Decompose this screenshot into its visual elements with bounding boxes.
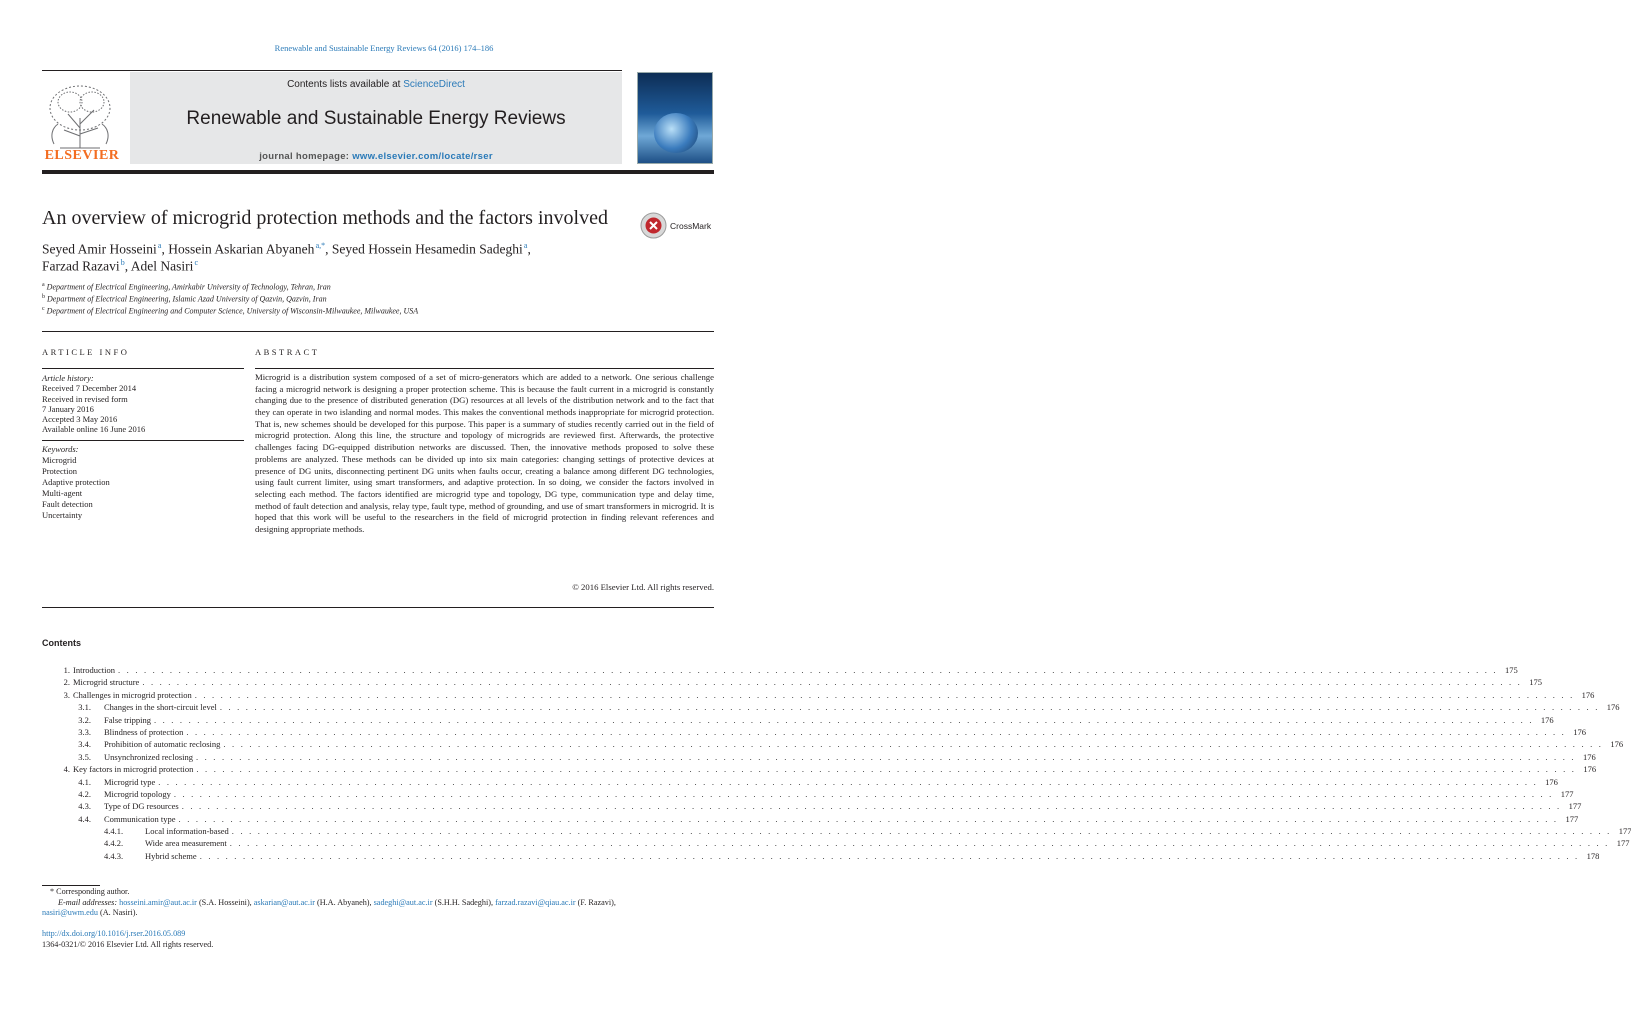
toc-leader-dots: . . . . . . . . . . . . . . . . . . . . . . . . . . . . . . . . . . . . . . . . . . . . . . . . . . . . . . . . . . . . . . . . . . . . . . . . . . . . . . . . . . . . . . . . . . . . . . . . . . . . . . . . . . . . . . . . . . . . . . . . . . . . . . . . . . . . . . . . . . . . . . . . . . . . . . . . . . . . . . . . — [186, 726, 1567, 737]
toc-entry-label[interactable]: Microgrid topology — [104, 788, 171, 799]
toc-entry-number: 4.3. — [78, 801, 91, 812]
toc-entry-number: 4.2. — [78, 788, 91, 799]
toc-entry-body — [104, 788, 1574, 800]
toc-entry-number: 3.4. — [78, 739, 91, 750]
toc-entry-number: 1. — [63, 665, 70, 675]
toc-entry-page: 176 — [1610, 739, 1624, 750]
toc-entry-number: 3. — [63, 689, 70, 700]
toc-leader-dots: . . . . . . . . . . . . . . . . . . . . . . . . . . . . . . . . . . . . . . . . . . . . . . . . . . . . . . . . . . . . . . . . . . . . . . . . . . . . . . . . . . . . . . . . . . . . . . . . . . . . . . . . . . . . . . . . . . . . . . . . . . . . . . . . . . . . . . . . . . . . . . . . . . . . . . . . . . . . . . . . — [153, 714, 1534, 725]
toc-entry-number: 3.3. — [78, 726, 91, 737]
toc-entry[interactable] — [42, 676, 1543, 688]
abstract-end-rule — [42, 607, 714, 608]
toc-leader-dots: . . . . . . . . . . . . . . . . . . . . . . . . . . . . . . . . . . . . . . . . . . . . . . . . . . . . . . . . . . . . . . . . . . . . . . . . . . . . . . . . . . . . . . . . . . . . . . . . . . . . . . . . . . . . . . . . . . . . . . . . . . . . . . . . . . . . . . . . . . . . . . . . . . . . . . . . . . . . . . . . — [219, 702, 1600, 713]
affiliation-text: Department of Electrical Engineering, Amirkabir University of Technology, Tehran, Iran — [46, 282, 331, 292]
email-link[interactable]: nasiri@uwm.edu — [42, 908, 98, 917]
email-owner: (S.H.H. Sadeghi), — [432, 897, 496, 907]
author-list-line-1 — [42, 241, 531, 258]
email-addresses-continued — [42, 908, 714, 919]
keyword: Fault detection — [42, 499, 93, 509]
toc-entry-label[interactable]: Microgrid type — [104, 776, 156, 787]
toc-entry-page: 176 — [1583, 764, 1597, 775]
toc-entry-body — [104, 738, 1624, 750]
toc-entry-label[interactable]: Hybrid scheme — [145, 850, 197, 861]
toc-entry-label[interactable]: Challenges in microgrid protection — [73, 689, 192, 700]
author-name[interactable]: Seyed Hossein Hesamedin Sadeghi — [331, 241, 523, 257]
history-heading: Article history: — [42, 373, 94, 383]
toc-entry-label[interactable]: Microgrid structure — [73, 677, 140, 688]
toc-entry-body — [104, 800, 1582, 812]
crossmark-icon — [640, 212, 667, 239]
toc-entry-body — [145, 850, 1600, 862]
toc-entry-label[interactable]: Blindness of protection — [104, 726, 184, 737]
toc-leader-dots: . . . . . . . . . . . . . . . . . . . . . . . . . . . . . . . . . . . . . . . . . . . . . . . . . . . . . . . . . . . . . . . . . . . . . . . . . . . . . . . . . . . . . . . . . . . . . . . . . . . . . . . . . . . . . . . . . . . . . . . . . . . . . . . . . . . . . . . . . . . . . . . . . . . . . . . . . . . . . . . . — [196, 764, 1577, 775]
toc-leader-dots: . . . . . . . . . . . . . . . . . . . . . . . . . . . . . . . . . . . . . . . . . . . . . . . . . . . . . . . . . . . . . . . . . . . . . . . . . . . . . . . . . . . . . . . . . . . . . . . . . . . . . . . . . . . . . . . . . . . . . . . . . . . . . . . . . . . . . . . . . . . . . . . . . . . . . . . . . . . . . . . . — [158, 776, 1538, 787]
crossmark-badge[interactable] — [640, 212, 722, 240]
toc-entry-body — [104, 751, 1596, 763]
toc-entry-page: 177 — [1568, 801, 1582, 812]
toc-entry-page: 177 — [1616, 838, 1630, 849]
toc-entry[interactable] — [42, 850, 1600, 862]
toc-entry-page: 176 — [1606, 702, 1620, 713]
journal-name: Renewable and Sustainable Energy Reviews — [186, 108, 566, 129]
toc-entry[interactable] — [42, 689, 1595, 701]
author-separator: , — [161, 241, 169, 257]
author-separator: , — [124, 258, 131, 274]
toc-entry-number: 4. — [63, 764, 70, 775]
toc-entry-label[interactable]: Introduction — [73, 665, 116, 675]
toc-entry[interactable] — [42, 664, 1518, 676]
abstract-body: Microgrid is a distribution system composed of a set of micro-generators which are added to a network. One serious challenge facing a microgrid network is designing a proper protection scheme. This is because the fault current in a microgrid is constantly changing due to the presence of distributed generation (DG) resources at all levels of the distribution network and to the fact that they can operate in two islanding and normal modes. This makes the conventional methods inappropriate for microgrid protection. That is, new schemes should be developed for this purpose. This paper is a summary of studies recently carried out in the field of microgrid protection. Along this line, the structure and topology of microgrids are reviewed first. Afterwards, the protective challenges facing DG-equipped distribution networks are discussed. Then, the innovative methods proposed to solve these problems are analyzed. These methods can be divided up into six main categories: changing settings of protective devices at presence of DG units, disconnecting pertinent DG units when faults occur, creating a balance among different DG technologies, using fault current limiter, using smart transformers, and adaptive protection. In so doing, we consider the factors involved in selecting each method. The factors identified are microgrid type and topology, DG type, communication type and delay time, method of fault detection and analysis, relay type, fault type, method of grounding, and use of smart transformers in microgrid. It is hoped that this work will be useful to the researchers in the field of microgrid protection in finding relevant references and designing appropriate methods. — [255, 372, 714, 534]
author-name[interactable]: Farzad Razavi — [42, 258, 120, 274]
author-separator: , — [325, 241, 332, 257]
toc-leader-dots: . . . . . . . . . . . . . . . . . . . . . . . . . . . . . . . . . . . . . . . . . . . . . . . . . . . . . . . . . . . . . . . . . . . . . . . . . . . . . . . . . . . . . . . . . . . . . . . . . . . . . . . . . . . . . . . . . . . . . . . . . . . . . . . . . . . . . . . . . . . . . . . . . . . . . . . . . . . . . . . . — [229, 838, 1610, 849]
affiliation — [42, 306, 418, 316]
history-item: Received in revised form — [42, 393, 128, 404]
email-owner: (F. Razavi), — [575, 897, 616, 907]
toc-entry-page: 177 — [1560, 788, 1574, 799]
toc-entry[interactable] — [42, 800, 1582, 812]
toc-leader-dots: . . . . . . . . . . . . . . . . . . . . . . . . . . . . . . . . . . . . . . . . . . . . . . . . . . . . . . . . . . . . . . . . . . . . . . . . . . . . . . . . . . . . . . . . . . . . . . . . . . . . . . . . . . . . . . . . . . . . . . . . . . . . . . . . . . . . . . . . . . . . . . . . . . . . . . . . . . . . . . . . — [194, 689, 1575, 700]
section-divider — [42, 331, 714, 332]
article-info-heading: ARTICLE INFO — [42, 347, 130, 357]
author-name[interactable]: Adel Nasiri — [130, 258, 194, 274]
keywords — [42, 444, 244, 521]
email-owner: (A. Nasiri). — [97, 908, 138, 917]
table-of-contents — [42, 664, 1631, 862]
doi-link[interactable]: http://dx.doi.org/10.1016/j.rser.2016.05.089 — [42, 929, 186, 938]
masthead-top-rule — [42, 70, 622, 71]
keyword: Uncertainty — [42, 510, 83, 520]
affiliation — [42, 294, 327, 304]
toc-entry[interactable] — [42, 751, 1596, 763]
issn-copyright: 1364-0321/© 2016 Elsevier Ltd. All rights reserved. — [42, 939, 214, 949]
toc-entry-body — [73, 664, 1518, 676]
journal-cover-image — [637, 72, 713, 164]
toc-entry-label[interactable]: Local information-based — [145, 826, 229, 837]
toc-entry-body — [104, 726, 1587, 738]
toc-entry-label[interactable]: Communication type — [104, 813, 176, 824]
publisher-name: ELSEVIER — [44, 148, 120, 163]
footnotes — [42, 887, 714, 919]
toc-leader-dots: . . . . . . . . . . . . . . . . . . . . . . . . . . . . . . . . . . . . . . . . . . . . . . . . . . . . . . . . . . . . . . . . . . . . . . . . . . . . . . . . . . . . . . . . . . . . . . . . . . . . . . . . . . . . . . . . . . . . . . . . . . . . . . . . . . . . . . . . . . . . . . . . . . . . . . . . . . . . . . . . — [199, 850, 1580, 861]
history-item: Available online 16 June 2016 — [42, 424, 146, 435]
toc-entry-body — [145, 837, 1630, 849]
email-addresses — [42, 898, 714, 909]
toc-entry[interactable] — [42, 837, 1630, 849]
toc-entry-number: 4.4.3. — [104, 850, 124, 861]
toc-entry[interactable] — [42, 714, 1554, 726]
toc-entry-number: 4.4.2. — [104, 838, 124, 849]
toc-entry-page: 175 — [1504, 665, 1518, 675]
footnote-rule — [42, 885, 100, 886]
article-info-rule — [42, 368, 244, 369]
affiliation-text: Department of Electrical Engineering, Islamic Azad University of Qazvin, Qazvin, Iran — [47, 294, 327, 304]
email-link[interactable]: farzad.razavi@qiau.ac.ir — [495, 897, 576, 907]
toc-entry[interactable] — [42, 813, 1579, 825]
toc-entry-number: 3.2. — [78, 714, 91, 725]
toc-entry-body — [104, 813, 1579, 825]
toc-leader-dots: . . . . . . . . . . . . . . . . . . . . . . . . . . . . . . . . . . . . . . . . . . . . . . . . . . . . . . . . . . . . . . . . . . . . . . . . . . . . . . . . . . . . . . . . . . . . . . . . . . . . . . . . . . . . . . . . . . . . . . . . . . . . . . . . . . . . . . . . . . . . . . . . . . . . . . . . . . . . . . . . — [178, 813, 1559, 824]
keyword: Microgrid — [42, 455, 77, 465]
keyword: Adaptive protection — [42, 477, 110, 487]
toc-entry-page: 175 — [1529, 677, 1543, 688]
author-affiliation-marker[interactable]: b — [120, 258, 125, 267]
toc-entry-body — [104, 776, 1558, 788]
article-title: An overview of microgrid protection methods and the factors involved — [42, 207, 608, 229]
toc-entry-page: 176 — [1540, 714, 1554, 725]
toc-entry-page: 177 — [1565, 813, 1579, 824]
sciencedirect-link[interactable]: ScienceDirect — [403, 79, 465, 90]
toc-entry-body — [145, 825, 1631, 837]
journal-reference[interactable]: Renewable and Sustainable Energy Reviews 64 (2016) 174–186 — [274, 43, 494, 53]
affiliation-text: Department of Electrical Engineering and Computer Science, University of Wisconsin-Milwaukee, Milwaukee, USA — [46, 306, 419, 316]
history-rule — [42, 440, 244, 441]
toc-leader-dots: . . . . . . . . . . . . . . . . . . . . . . . . . . . . . . . . . . . . . . . . . . . . . . . . . . . . . . . . . . . . . . . . . . . . . . . . . . . . . . . . . . . . . . . . . . . . . . . . . . . . . . . . . . . . . . . . . . . . . . . . . . . . . . . . . . . . . . . . . . . . . . . . . . . . . . . . . . . . . . . . — [142, 677, 1523, 688]
toc-entry-number: 4.4.1. — [104, 826, 124, 837]
email-link[interactable]: sadeghi@aut.ac.ir — [373, 897, 433, 907]
author-affiliation-marker[interactable]: a — [157, 241, 162, 250]
doi-block — [42, 929, 213, 950]
toc-entry-page: 178 — [1586, 850, 1600, 861]
toc-entry-number: 3.1. — [78, 702, 91, 713]
toc-leader-dots: . . . . . . . . . . . . . . . . . . . . . . . . . . . . . . . . . . . . . . . . . . . . . . . . . . . . . . . . . . . . . . . . . . . . . . . . . . . . . . . . . . . . . . . . . . . . . . . . . . . . . . . . . . . . . . . . . . . . . . . . . . . . . . . . . . . . . . . . . . . . . . . . . . . . . . . . . . . . . . . . — [173, 788, 1554, 799]
toc-entry-page: 176 — [1582, 751, 1596, 762]
toc-entry[interactable] — [42, 776, 1558, 788]
affiliation — [42, 282, 331, 292]
toc-entry-label[interactable]: Prohibition of automatic reclosing — [104, 739, 221, 750]
toc-entry[interactable] — [42, 726, 1587, 738]
author-affiliation-marker[interactable]: c — [194, 258, 199, 267]
toc-entry[interactable] — [42, 825, 1631, 837]
toc-entry[interactable] — [42, 738, 1624, 750]
author-name[interactable]: Hossein Askarian Abyaneh — [168, 241, 315, 257]
toc-leader-dots: . . . . . . . . . . . . . . . . . . . . . . . . . . . . . . . . . . . . . . . . . . . . . . . . . . . . . . . . . . . . . . . . . . . . . . . . . . . . . . . . . . . . . . . . . . . . . . . . . . . . . . . . . . . . . . . . . . . . . . . . . . . . . . . . . . . . . . . . . . . . . . . . . . . . . . . . . . . . . . . . — [118, 665, 1498, 675]
toc-entry[interactable] — [42, 701, 1620, 713]
keyword: Multi-agent — [42, 488, 83, 498]
toc-entry-body — [73, 689, 1595, 701]
history-item: Received 7 December 2014 — [42, 383, 137, 394]
article-history — [42, 373, 244, 435]
masthead-bottom-rule — [42, 170, 714, 174]
copyright-notice: © 2016 Elsevier Ltd. All rights reserved. — [572, 582, 714, 592]
contents-heading: Contents — [42, 638, 81, 648]
toc-entry-label[interactable]: Type of DG resources — [104, 801, 179, 812]
affiliation-marker: a — [42, 282, 45, 288]
toc-leader-dots: . . . . . . . . . . . . . . . . . . . . . . . . . . . . . . . . . . . . . . . . . . . . . . . . . . . . . . . . . . . . . . . . . . . . . . . . . . . . . . . . . . . . . . . . . . . . . . . . . . . . . . . . . . . . . . . . . . . . . . . . . . . . . . . . . . . . . . . . . . . . . . . . . . . . . . . . . . . . . . . . — [196, 751, 1576, 762]
email-owner: (H.A. Abyaneh), — [314, 897, 374, 907]
globe-icon — [654, 113, 698, 153]
toc-leader-dots: . . . . . . . . . . . . . . . . . . . . . . . . . . . . . . . . . . . . . . . . . . . . . . . . . . . . . . . . . . . . . . . . . . . . . . . . . . . . . . . . . . . . . . . . . . . . . . . . . . . . . . . . . . . . . . . . . . . . . . . . . . . . . . . . . . . . . . . . . . . . . . . . . . . . . . . . . . . . . . . . — [223, 739, 1604, 750]
toc-entry-page: 177 — [1618, 826, 1631, 837]
homepage-label: journal homepage: — [259, 151, 353, 162]
toc-entry-label[interactable]: Wide area measurement — [145, 838, 227, 849]
homepage-link[interactable]: www.elsevier.com/locate/rser — [352, 151, 493, 162]
toc-entry-body — [73, 676, 1543, 688]
toc-entry-label[interactable]: Unsynchronized reclosing — [104, 751, 193, 762]
affiliation-marker: c — [42, 306, 45, 312]
author-list-line-2 — [42, 258, 198, 275]
crossmark-label: CrossMark — [670, 221, 712, 231]
corresponding-author-note: * Corresponding author. — [50, 887, 130, 896]
history-item: 7 January 2016 — [42, 403, 94, 414]
author-separator: , — [527, 241, 531, 257]
author-affiliation-marker[interactable]: a,* — [315, 241, 326, 250]
contents-available-line — [130, 79, 622, 90]
keyword: Protection — [42, 466, 77, 476]
toc-entry-body — [104, 701, 1620, 713]
toc-entry-page: 176 — [1545, 776, 1558, 787]
author-name[interactable]: Seyed Amir Hosseini — [42, 241, 157, 257]
abstract-rule — [255, 368, 714, 369]
abstract-heading: ABSTRACT — [255, 347, 320, 357]
toc-entry-number: 4.4. — [78, 813, 91, 824]
email-link[interactable]: hosseini.amir@aut.ac.ir — [119, 897, 197, 907]
toc-entry-body — [104, 714, 1554, 726]
toc-entry-number: 2. — [63, 677, 70, 688]
toc-entry-page: 176 — [1581, 689, 1595, 700]
affiliation-marker: b — [42, 294, 45, 300]
toc-entry-body — [73, 763, 1597, 775]
email-owner: (S.A. Hosseini), — [196, 897, 254, 907]
toc-leader-dots: . . . . . . . . . . . . . . . . . . . . . . . . . . . . . . . . . . . . . . . . . . . . . . . . . . . . . . . . . . . . . . . . . . . . . . . . . . . . . . . . . . . . . . . . . . . . . . . . . . . . . . . . . . . . . . . . . . . . . . . . . . . . . . . . . . . . . . . . . . . . . . . . . . . . . . . . . . . . . . . . — [231, 826, 1612, 837]
email-link[interactable]: askarian@aut.ac.ir — [253, 897, 315, 907]
contents-prefix: Contents lists available at — [287, 79, 404, 90]
toc-entry-number: 3.5. — [78, 751, 91, 762]
history-item: Accepted 3 May 2016 — [42, 414, 118, 425]
email-label: E-mail addresses: — [58, 897, 120, 907]
toc-entry-number: 4.1. — [78, 776, 91, 787]
toc-entry-page: 176 — [1573, 726, 1587, 737]
toc-leader-dots: . . . . . . . . . . . . . . . . . . . . . . . . . . . . . . . . . . . . . . . . . . . . . . . . . . . . . . . . . . . . . . . . . . . . . . . . . . . . . . . . . . . . . . . . . . . . . . . . . . . . . . . . . . . . . . . . . . . . . . . . . . . . . . . . . . . . . . . . . . . . . . . . . . . . . . . . . . . . . . . . — [181, 801, 1562, 812]
author-affiliation-marker[interactable]: a — [523, 241, 528, 250]
toc-entry-label[interactable]: Key factors in microgrid protection — [73, 764, 194, 775]
keywords-heading: Keywords: — [42, 444, 79, 454]
toc-entry[interactable] — [42, 763, 1597, 775]
toc-entry-label[interactable]: False tripping — [104, 714, 151, 725]
journal-homepage-line — [130, 151, 622, 162]
toc-entry[interactable] — [42, 788, 1574, 800]
toc-entry-label[interactable]: Changes in the short-circuit level — [104, 702, 217, 713]
